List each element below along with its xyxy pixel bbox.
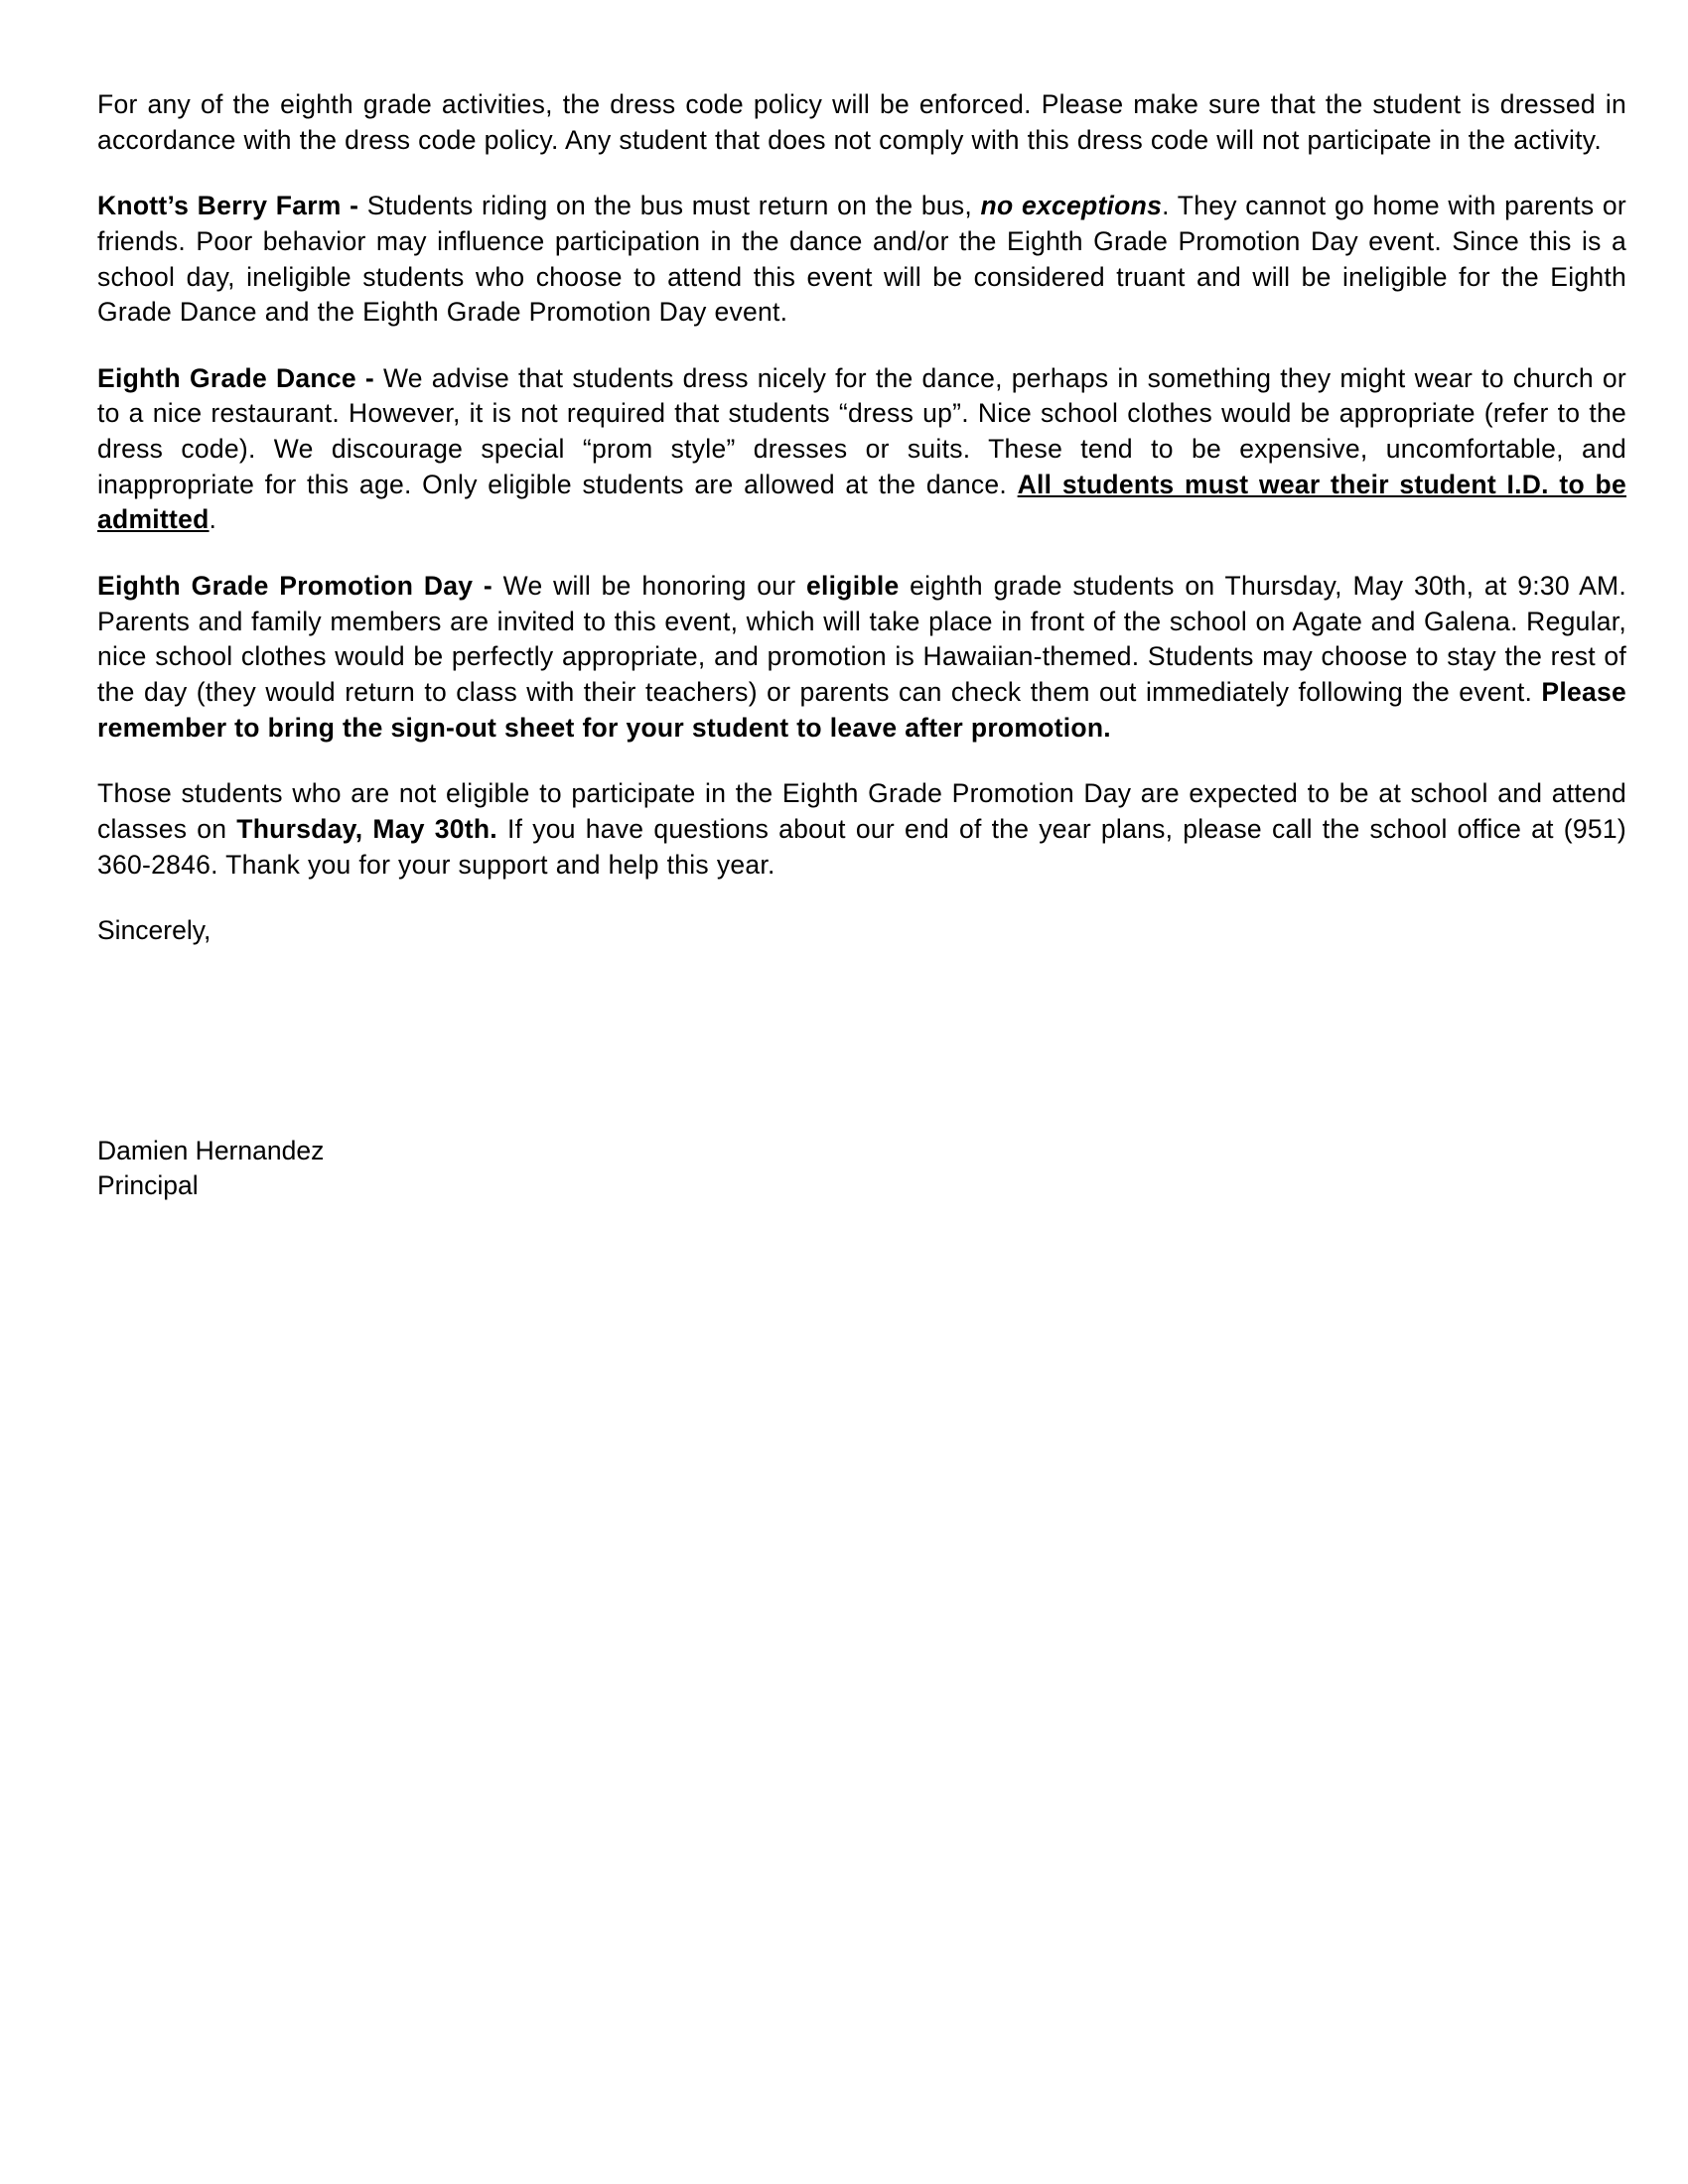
knotts-text-part1: Students riding on the bus must return on the bus, [366, 191, 981, 221]
letter-body [97, 87, 1626, 1204]
dance-heading: Eighth Grade Dance - [97, 362, 383, 393]
dance-underlined-id-requirement: All students must wear their student I.D. to be admitted [97, 469, 1626, 535]
paragraph-knotts-berry-farm [97, 189, 1626, 331]
closing-text-part1: Those students who are not eligible to participate in the Eighth Grade Promotion Day are expected to be at school and attend classes on [97, 778, 1626, 844]
knotts-heading: Knott’s Berry Farm - [97, 191, 367, 221]
dress-code-text: For any of the eighth grade activities, the dress code policy will be enforced. Please make sure that the student is dressed in accordance with the dress code policy. Any student that does not comply with this dress code will not participate in the activity. [97, 89, 1626, 155]
signer-name: Damien Hernandez [97, 1135, 325, 1165]
closing-bold-date: Thursday, May 30th. [236, 813, 497, 844]
dance-text-part2: . [209, 504, 217, 535]
knotts-text-part2: . They cannot go home with parents or friends. Poor behavior may influence participation in the dance and/or the Eighth Grade Promotion Day event. Since this is a school day, ineligible students who choose to attend this event will be considered truant and will be ineligible for the Eighth Grade Dance and the Eighth Grade Promotion Day event. [97, 191, 1626, 328]
signature-block [97, 1134, 1626, 1204]
dance-text-part1: We advise that students dress nicely for the dance, perhaps in something they might wear to church or to a nice restaurant. However, it is not required that students “dress up”. Nice school clothes would be appropriate (refer to the dress code). We discourage special “prom style” dresses or suits. These tend to be expensive, uncomfortable, and inappropriate for this age. Only eligible students are allowed at the dance. [97, 362, 1626, 499]
closing-text-part2: If you have questions about our end of the year plans, please call the school office at (951) 360-2846. Thank you for your support and help this year. [97, 813, 1626, 880]
promotion-text-part1: We will be honoring our [502, 571, 807, 602]
knotts-emphasis-no-exceptions: no exceptions [980, 191, 1163, 221]
promotion-bold-signout-notice: Please remember to bring the sign-out sheet for your student to leave after promotion. [97, 676, 1626, 743]
signature-space [97, 949, 1626, 1134]
paragraph-closing-info [97, 776, 1626, 883]
paragraph-promotion-day [97, 569, 1626, 746]
promotion-heading: Eighth Grade Promotion Day - [97, 571, 503, 602]
signoff-line: Sincerely, [97, 915, 211, 946]
paragraph-eighth-grade-dance [97, 361, 1626, 538]
signer-title: Principal [97, 1170, 199, 1201]
paragraph-dress-code [97, 87, 1626, 158]
promotion-bold-eligible: eligible [806, 571, 900, 602]
promotion-text-part2: eighth grade students on Thursday, May 30th, at 9:30 AM. Parents and family members are invited to this event, which will take place in front of the school on Agate and Galena. Regular, nice school clothes would be perfectly appropriate, and promotion is Hawaiian-themed. Students may choose to stay the rest of the day (they would return to class with their teachers) or parents can check them out immediately following the event. [97, 571, 1626, 707]
